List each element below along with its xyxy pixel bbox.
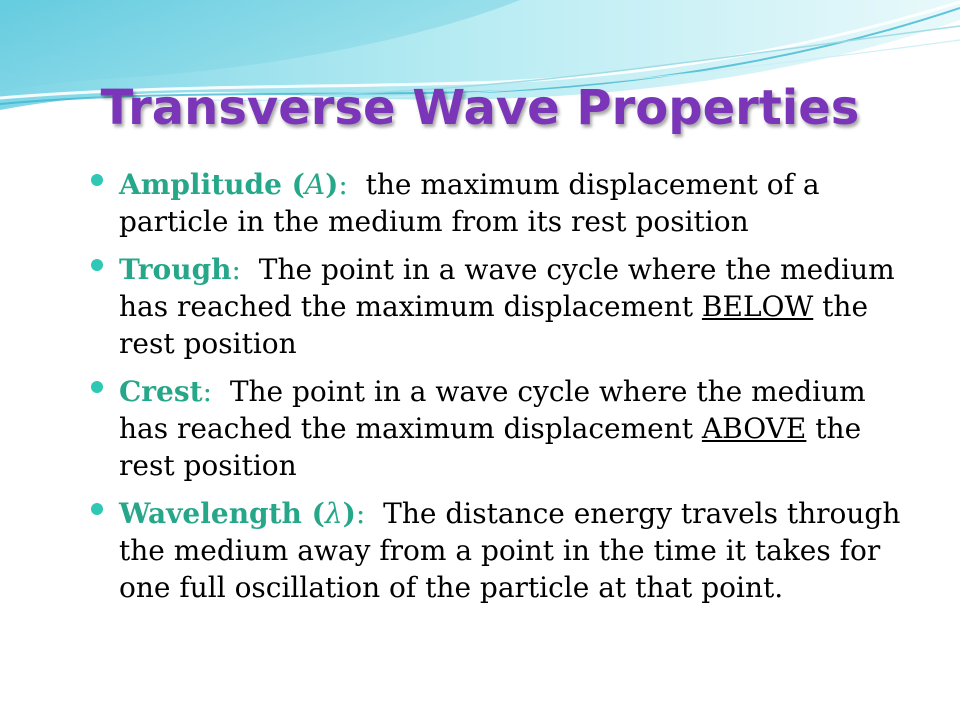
symbol-wavelength: λ xyxy=(324,497,343,530)
paren-close: ) xyxy=(325,168,339,201)
term-amplitude: Amplitude xyxy=(119,168,282,201)
definition-amplitude: the maximum displacement of a particle in the medium from its rest position xyxy=(119,168,820,238)
paren-open: ( xyxy=(301,497,325,530)
definition-crest-start: The point in a wave cycle where the medium has reached the maximum displacement xyxy=(119,375,866,445)
term-wavelength: Wavelength xyxy=(119,497,302,530)
definition-wavelength: The distance energy travels through the medium away from a point in the time it takes for one full oscillation of the particle at that point. xyxy=(119,497,901,604)
paren-open: ( xyxy=(281,168,305,201)
slide-title: Transverse Wave Properties xyxy=(100,80,860,136)
definition-trough-end: the rest position xyxy=(119,290,869,360)
colon: : xyxy=(231,253,241,286)
colon: : xyxy=(355,497,366,530)
bullet-dot-icon xyxy=(91,503,103,515)
colon: : xyxy=(338,168,348,201)
bullet-dot-icon xyxy=(91,381,103,393)
term-trough: Trough xyxy=(119,253,232,286)
emphasis-above: ABOVE xyxy=(701,412,807,445)
bullet-dot-icon xyxy=(91,259,103,271)
colon: : xyxy=(202,375,212,408)
bullet-dot-icon xyxy=(91,174,103,186)
bullet-crest xyxy=(90,373,920,484)
bullet-wavelength xyxy=(90,495,920,606)
bullet-amplitude xyxy=(90,166,920,240)
definition-trough-start: The point in a wave cycle where the medium has reached the maximum displacement xyxy=(119,253,895,323)
bullet-list xyxy=(90,166,920,617)
symbol-amplitude: A xyxy=(304,168,326,201)
paren-close: ) xyxy=(342,497,356,530)
bullet-trough xyxy=(90,251,920,362)
definition-crest-end: the rest position xyxy=(119,412,862,482)
term-crest: Crest xyxy=(119,375,203,408)
emphasis-below: BELOW xyxy=(701,290,814,323)
